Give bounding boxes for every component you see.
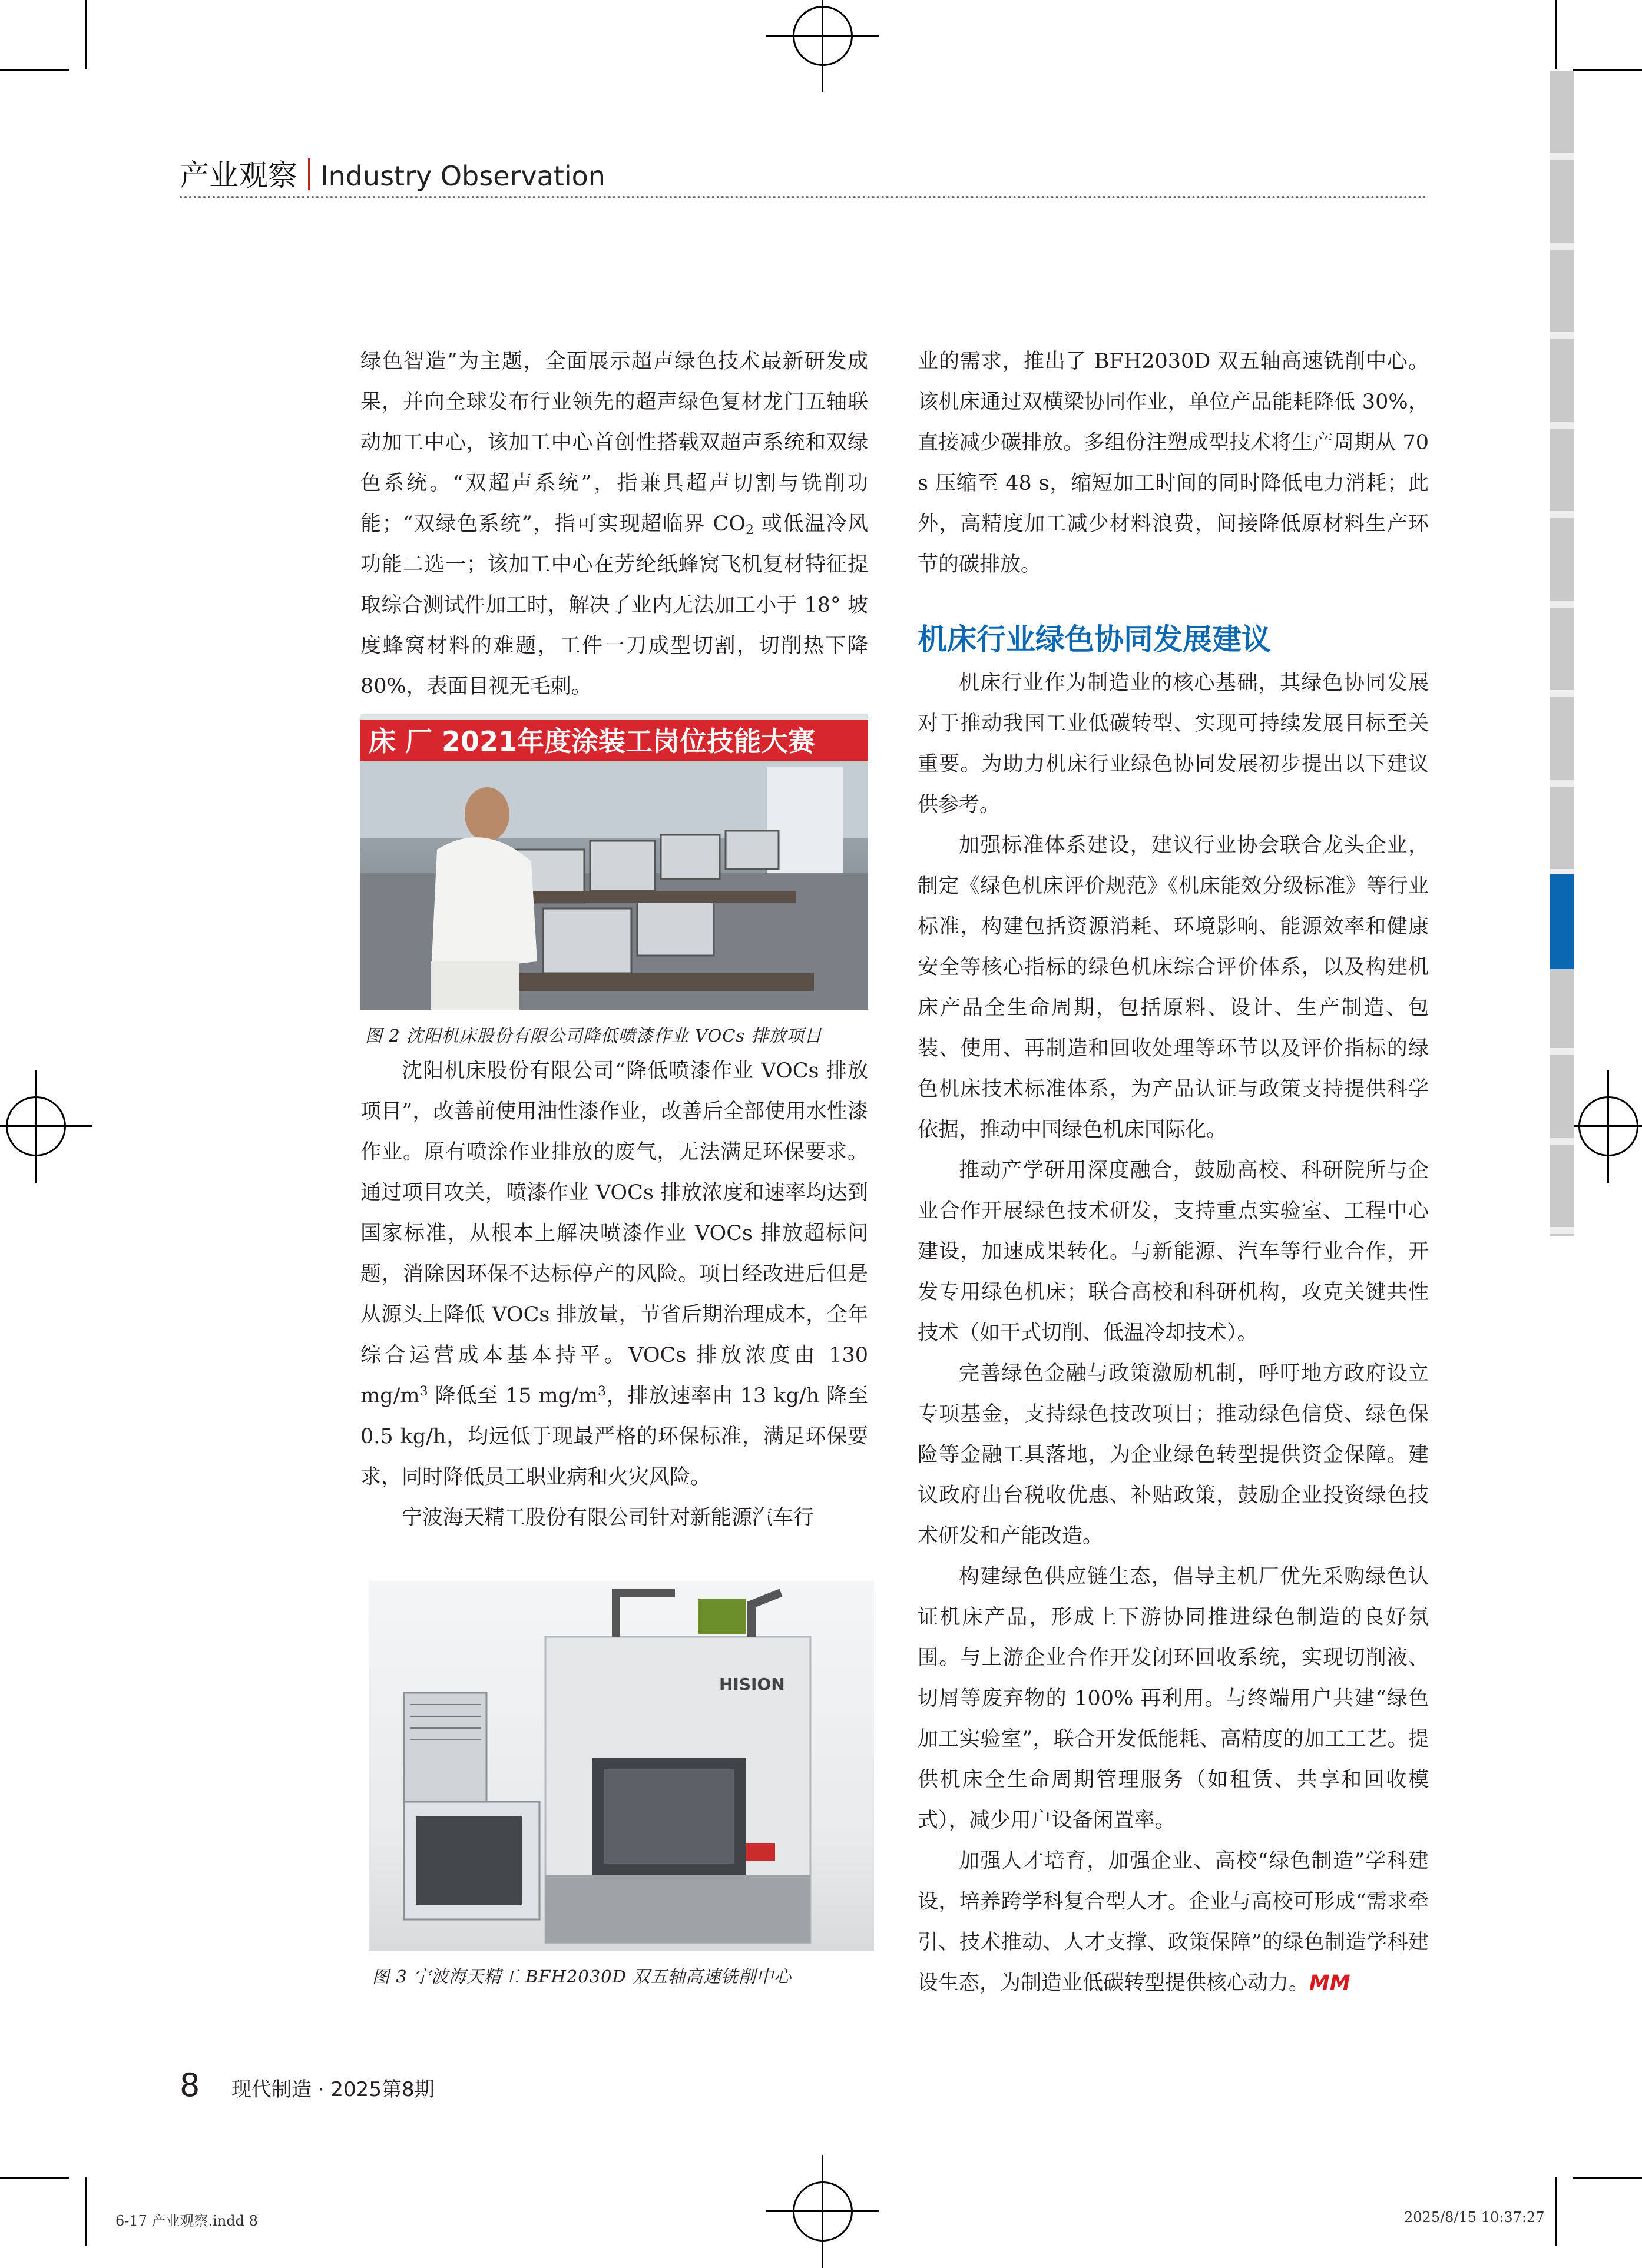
figure-2-photo: [360, 714, 868, 1010]
paragraph: 宁波海天精工股份有限公司针对新能源汽车行: [402, 1506, 815, 1530]
registration-mark: [6, 1096, 66, 1156]
section-name-cn: 产业观察: [180, 158, 297, 193]
crop-mark: [1555, 2177, 1557, 2246]
column-1-bottom: [360, 1051, 868, 1538]
section-title: 机床行业绿色协同发展建议: [918, 622, 1271, 656]
paragraph: 沈阳机床股份有限公司“降低喷漆作业 VOCs 排放项目”，改善前使用油性漆作业，改善后全部使用水性漆作业。原有喷涂作业排放的废气，无法满足环保要求。通过项目攻关，喷漆作业 VOCs 排放浓度和速率均达到国家标准，从根本上解决喷漆作业 VOCs 排放超标问题，消除因环保不达标停产的风险。项目经改进后但是从源头上降低 VOCs 排放量，节省后期治理成本，全年综合运营成本基本持平。VOCs 排放浓度由 130 $mg/m^3$ 降低至 15 $mg/m^3$，排放速率由 13 kg/h 降至 0.5 kg/h，均远低于现最严格的环保标准，满足环保要求，同时降低员工职业病和火灾风险。: [360, 1059, 868, 1489]
figure-3-photo: [369, 1581, 874, 1951]
banner-text: 床 厂 2021年度涂装工岗位技能大赛: [369, 725, 816, 757]
crop-mark: [1573, 2177, 1642, 2179]
paragraph: 加强标准体系建设，建议行业协会联合龙头企业，制定《绿色机床评价规范》《机床能效分级标准》等行业标准，构建包括资源消耗、环境影响、能源效率和健康安全等核心指标的绿色机床综合评价体系，以及构建机床产品全生命周期，包括原料、设计、生产制造、包装、使用、再制造和回收处理等环节以及评价指标的绿色机床技术标准体系，为产品认证与政策支持提供科学依据，推动中国绿色机床国际化。: [918, 834, 1429, 1142]
paragraph: 绿色智造”为主题，全面展示超声绿色技术最新研发成果，并向全球发布行业领先的超声绿色复材龙门五轴联动加工中心，该加工中心首创性搭载双超声系统和双绿色系统。“双超声系统”，指兼具超声切割与铣削功能；“双绿色系统”，指可实现超临界 $CO_2$ 或低温冷风功能二选一；该加工中心在芳纶纸蜂窝飞机复材特征提取综合测试件加工时，解决了业内无法加工小于 18° 坡度蜂窝材料的难题，工件一刀成型切割，切削热下降 80%，表面目视无毛刺。: [360, 350, 868, 698]
paragraph: 构建绿色供应链生态，倡导主机厂优先采购绿色认证机床产品，形成上下游协同推进绿色制造的良好氛围。与上游企业合作开发闭环回收系统，实现切削液、切屑等废弃物的 100% 再利用。与终端用户共建“绿色加工实验室”，联合开发低能耗、高精度的加工工艺。提供机床全生命周期管理服务（如租赁、共享和回收模式），减少用户设备闲置率。: [918, 1565, 1429, 1832]
timestamp-slug: 2025/8/15 10:37:27: [1404, 2209, 1545, 2226]
registration-mark: [793, 2181, 853, 2242]
crop-mark: [0, 2177, 69, 2179]
file-slug: 6-17 产业观察.indd 8: [115, 2213, 258, 2229]
crop-mark: [1573, 69, 1642, 71]
crop-mark: [1555, 0, 1557, 69]
figure-3-caption: 图 3 宁波海天精工 BFH2030D 双五轴高速铣削中心: [372, 1967, 792, 1987]
paragraph: 推动产学研用深度融合，鼓励高校、科研院所与企业合作开展绿色技术研发，支持重点实验室、工程中心建设，加速成果转化。与新能源、汽车等行业合作，开发专用绿色机床；联合高校和科研机构，攻克关键共性技术（如干式切削、低温冷却技术）。: [918, 1159, 1429, 1345]
figure-2-caption: 图 2 沈阳机床股份有限公司降低喷漆作业 VOCs 排放项目: [365, 1026, 822, 1046]
paragraph: 机床行业作为制造业的核心基础，其绿色协同发展对于推动我国工业低碳转型、实现可持续发展目标至关重要。为助力机床行业绿色协同发展初步提出以下建议供参考。: [918, 671, 1429, 817]
crop-mark: [85, 2177, 87, 2246]
registration-mark: [793, 6, 853, 66]
column-1-top: [360, 341, 868, 707]
column-2: [918, 341, 1429, 2004]
header-rule: [180, 196, 1427, 198]
machine-brand-logo: HISION: [719, 1675, 785, 1694]
paragraph: 业的需求，推出了 BFH2030D 双五轴高速铣削中心。该机床通过双横梁协同作业，单位产品能耗降低 30%，直接减少碳排放。多组份注塑成型技术将生产周期从 70 s 压缩至 48 s，缩短加工时间的同时降低电力消耗；此外，高精度加工减少材料浪费，间接降低原材料生产环节的碳排放。: [918, 350, 1429, 576]
section-name-en: Industry Observation: [320, 160, 605, 192]
page-number: 8: [180, 2067, 200, 2104]
crop-mark: [0, 69, 69, 71]
journal-name: 现代制造 · 2025第8期: [231, 2078, 435, 2101]
running-header: [180, 152, 605, 193]
color-bar: [1550, 71, 1574, 1236]
paragraph: 完善绿色金融与政策激励机制，呼吁地方政府设立专项基金，支持绿色技改项目；推动绿色信贷、绿色保险等金融工具落地，为企业绿色转型提供资金保障。建议政府出台税收优惠、补贴政策，鼓励企业投资绿色技术研发和产能改造。: [918, 1362, 1429, 1548]
end-mark-logo: MM: [1309, 1971, 1350, 1995]
paragraph: 加强人才培育，加强企业、高校“绿色制造”学科建设，培养跨学科复合型人才。企业与高校可形成“需求牵引、技术推动、人才支撑、政策保障”的绿色制造学科建设生态，为制造业低碳转型提供核心动力。MM: [918, 1849, 1429, 1995]
crop-mark: [85, 0, 87, 69]
registration-mark: [1578, 1096, 1638, 1156]
